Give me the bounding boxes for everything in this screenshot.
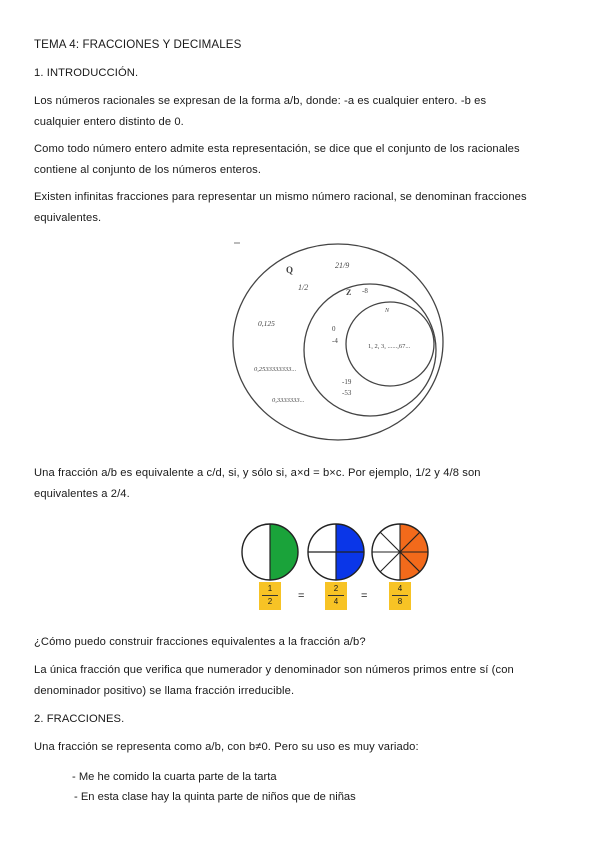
fraction-numerator: 1: [262, 583, 278, 596]
question-line: ¿Cómo puedo construir fracciones equivalentes a la fracción a/b?: [34, 636, 366, 648]
set-label-q: Q: [286, 265, 294, 275]
integers-set-outline: [304, 284, 436, 416]
paragraph-2-line-1: Como todo número entero admite esta representación, se dice que el conjunto de los racionales: [34, 143, 520, 155]
paragraph-3-line-1: Existen infinitas fracciones para representar un mismo número racional, se denominan fracciones: [34, 191, 527, 203]
equals-sign: =: [361, 590, 368, 602]
fraction-label-two-quarters: [325, 582, 347, 610]
fraction-label-one-half: [259, 582, 281, 610]
fraction-21-9: 21/9: [335, 261, 350, 270]
fraction-1-2: 1/2: [298, 283, 309, 292]
section-heading-fracciones: 2. FRACCIONES.: [34, 713, 125, 725]
paragraph-1-line-1: Los números racionales se expresan de la forma a/b, donde: -a es cualquier entero. -b es: [34, 95, 487, 107]
paragraph-4-line-2: equivalentes a 2/4.: [34, 488, 130, 500]
naturals-list: 1, 2, 3, ......,67...: [368, 343, 411, 350]
decimal-0-3333: 0,3333333...: [272, 397, 305, 404]
fraction-label-four-eighths: [389, 582, 411, 610]
equals-sign: =: [298, 590, 305, 602]
pie-half: [242, 524, 298, 580]
bullet-item-2: - En esta clase hay la quinta parte de niños que de niñas: [74, 791, 356, 803]
integer-minus-8: -8: [362, 287, 368, 295]
pie-eighths: [372, 524, 428, 580]
set-label-n: N: [385, 308, 390, 314]
pie-quarters: [308, 524, 364, 580]
paragraph-4-line-1: Una fracción a/b es equivalente a c/d, si, y sólo si, a×d = b×c. Por ejemplo, 1/2 y 4/8 son: [34, 467, 481, 479]
paragraph-2-line-2: contiene al conjunto de los números enteros.: [34, 164, 262, 176]
paragraph-1-line-2: cualquier entero distinto de 0.: [34, 116, 184, 128]
paragraph-5-line-2: denominador positivo) se llama fracción irreducible.: [34, 685, 295, 697]
paragraph-6: Una fracción se representa como a/b, con b≠0. Pero su uso es muy variado:: [34, 741, 419, 753]
paragraph-5-line-1: La única fracción que verifica que numerador y denominador son números primos entre sí (con: [34, 664, 514, 676]
pie-half-filled: [270, 524, 298, 580]
bullet-item-1: - Me he comido la cuarta parte de la tarta: [72, 771, 277, 783]
integer-zero: 0: [332, 325, 336, 333]
set-label-z: Z: [346, 288, 352, 297]
fraction-numerator: 2: [328, 583, 344, 596]
integer-minus-53: -53: [342, 389, 352, 397]
fraction-numerator: 4: [392, 583, 408, 596]
fraction-denominator: 4: [333, 597, 339, 606]
section-heading-introduccion: 1. INTRODUCCIÓN.: [34, 67, 139, 79]
fraction-denominator: 8: [397, 597, 403, 606]
paragraph-3-line-2: equivalentes.: [34, 212, 102, 224]
decimal-0-125: 0,125: [258, 319, 275, 328]
fraction-denominator: 2: [267, 597, 273, 606]
page-title: TEMA 4: FRACCIONES Y DECIMALES: [34, 38, 242, 51]
decimal-0-2533: 0,2533333333...: [254, 366, 297, 373]
number-sets-diagram: [228, 238, 454, 444]
integer-minus-4: -4: [332, 337, 338, 345]
integer-minus-19: -19: [342, 378, 352, 386]
rationals-set-outline: [233, 244, 443, 440]
